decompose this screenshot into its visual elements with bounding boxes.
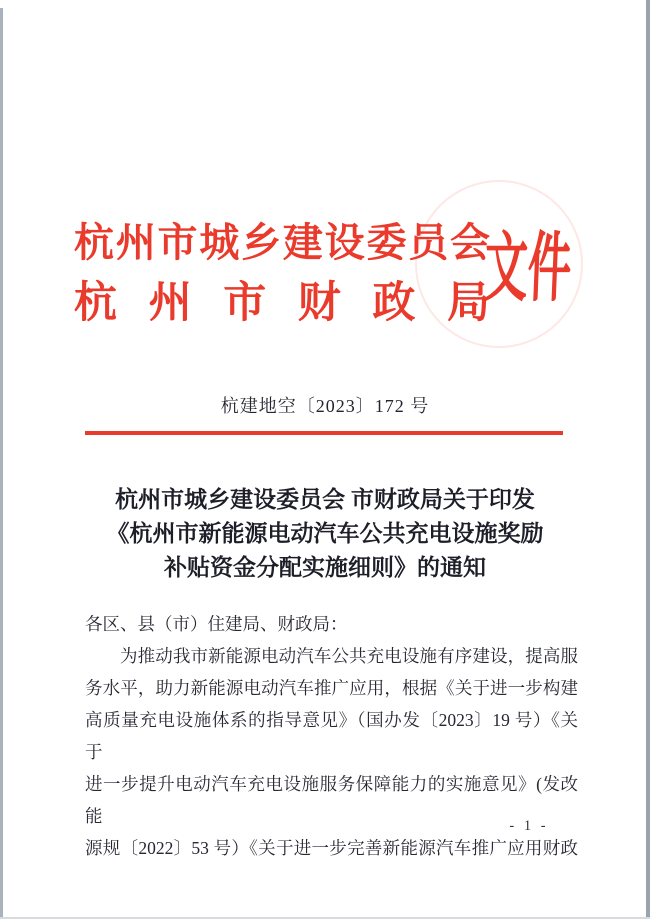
title-line-2: 《杭州市新能源电动汽车公共充电设施奖励 bbox=[106, 521, 544, 546]
body-line-2: 务水平，助力新能源电动汽车推广应用，根据《关于进一步构建 bbox=[85, 678, 578, 698]
doc-number: 杭建地空〔2023〕172 号 bbox=[220, 396, 430, 416]
body-line-3: 高质量充电设施体系的指导意见》（国办发〔2023〕19 号）《关于 bbox=[85, 710, 578, 762]
agency-name-line1: 杭州市城乡建设委员会 bbox=[74, 220, 490, 265]
title-line-3: 补贴资金分配实施细则》的通知 bbox=[164, 555, 486, 580]
red-divider-line bbox=[85, 431, 563, 435]
agency-name-line2: 杭州市财政局 bbox=[74, 280, 490, 327]
title-line-1: 杭州市城乡建设委员会 市财政局关于印发 bbox=[115, 487, 535, 512]
scan-edge-right bbox=[646, 0, 650, 919]
doc-type-label: 文件 bbox=[482, 227, 573, 311]
document-title bbox=[58, 483, 592, 585]
body-line-1: 为推动我市新能源电动汽车公共充电设施有序建设，提高服 bbox=[120, 646, 578, 666]
body-line-5: 源规〔2022〕53 号）《关于进一步完善新能源汽车推广应用财政 bbox=[85, 838, 578, 858]
salutation: 各区、县（市）住建局、财政局： bbox=[85, 614, 348, 634]
letterhead bbox=[74, 219, 490, 328]
body-line-4: 进一步提升电动汽车充电设施服务保障能力的实施意见》(发改能 bbox=[85, 774, 578, 826]
scan-edge-left bbox=[0, 8, 3, 919]
page-number: - 1 - bbox=[509, 818, 549, 834]
